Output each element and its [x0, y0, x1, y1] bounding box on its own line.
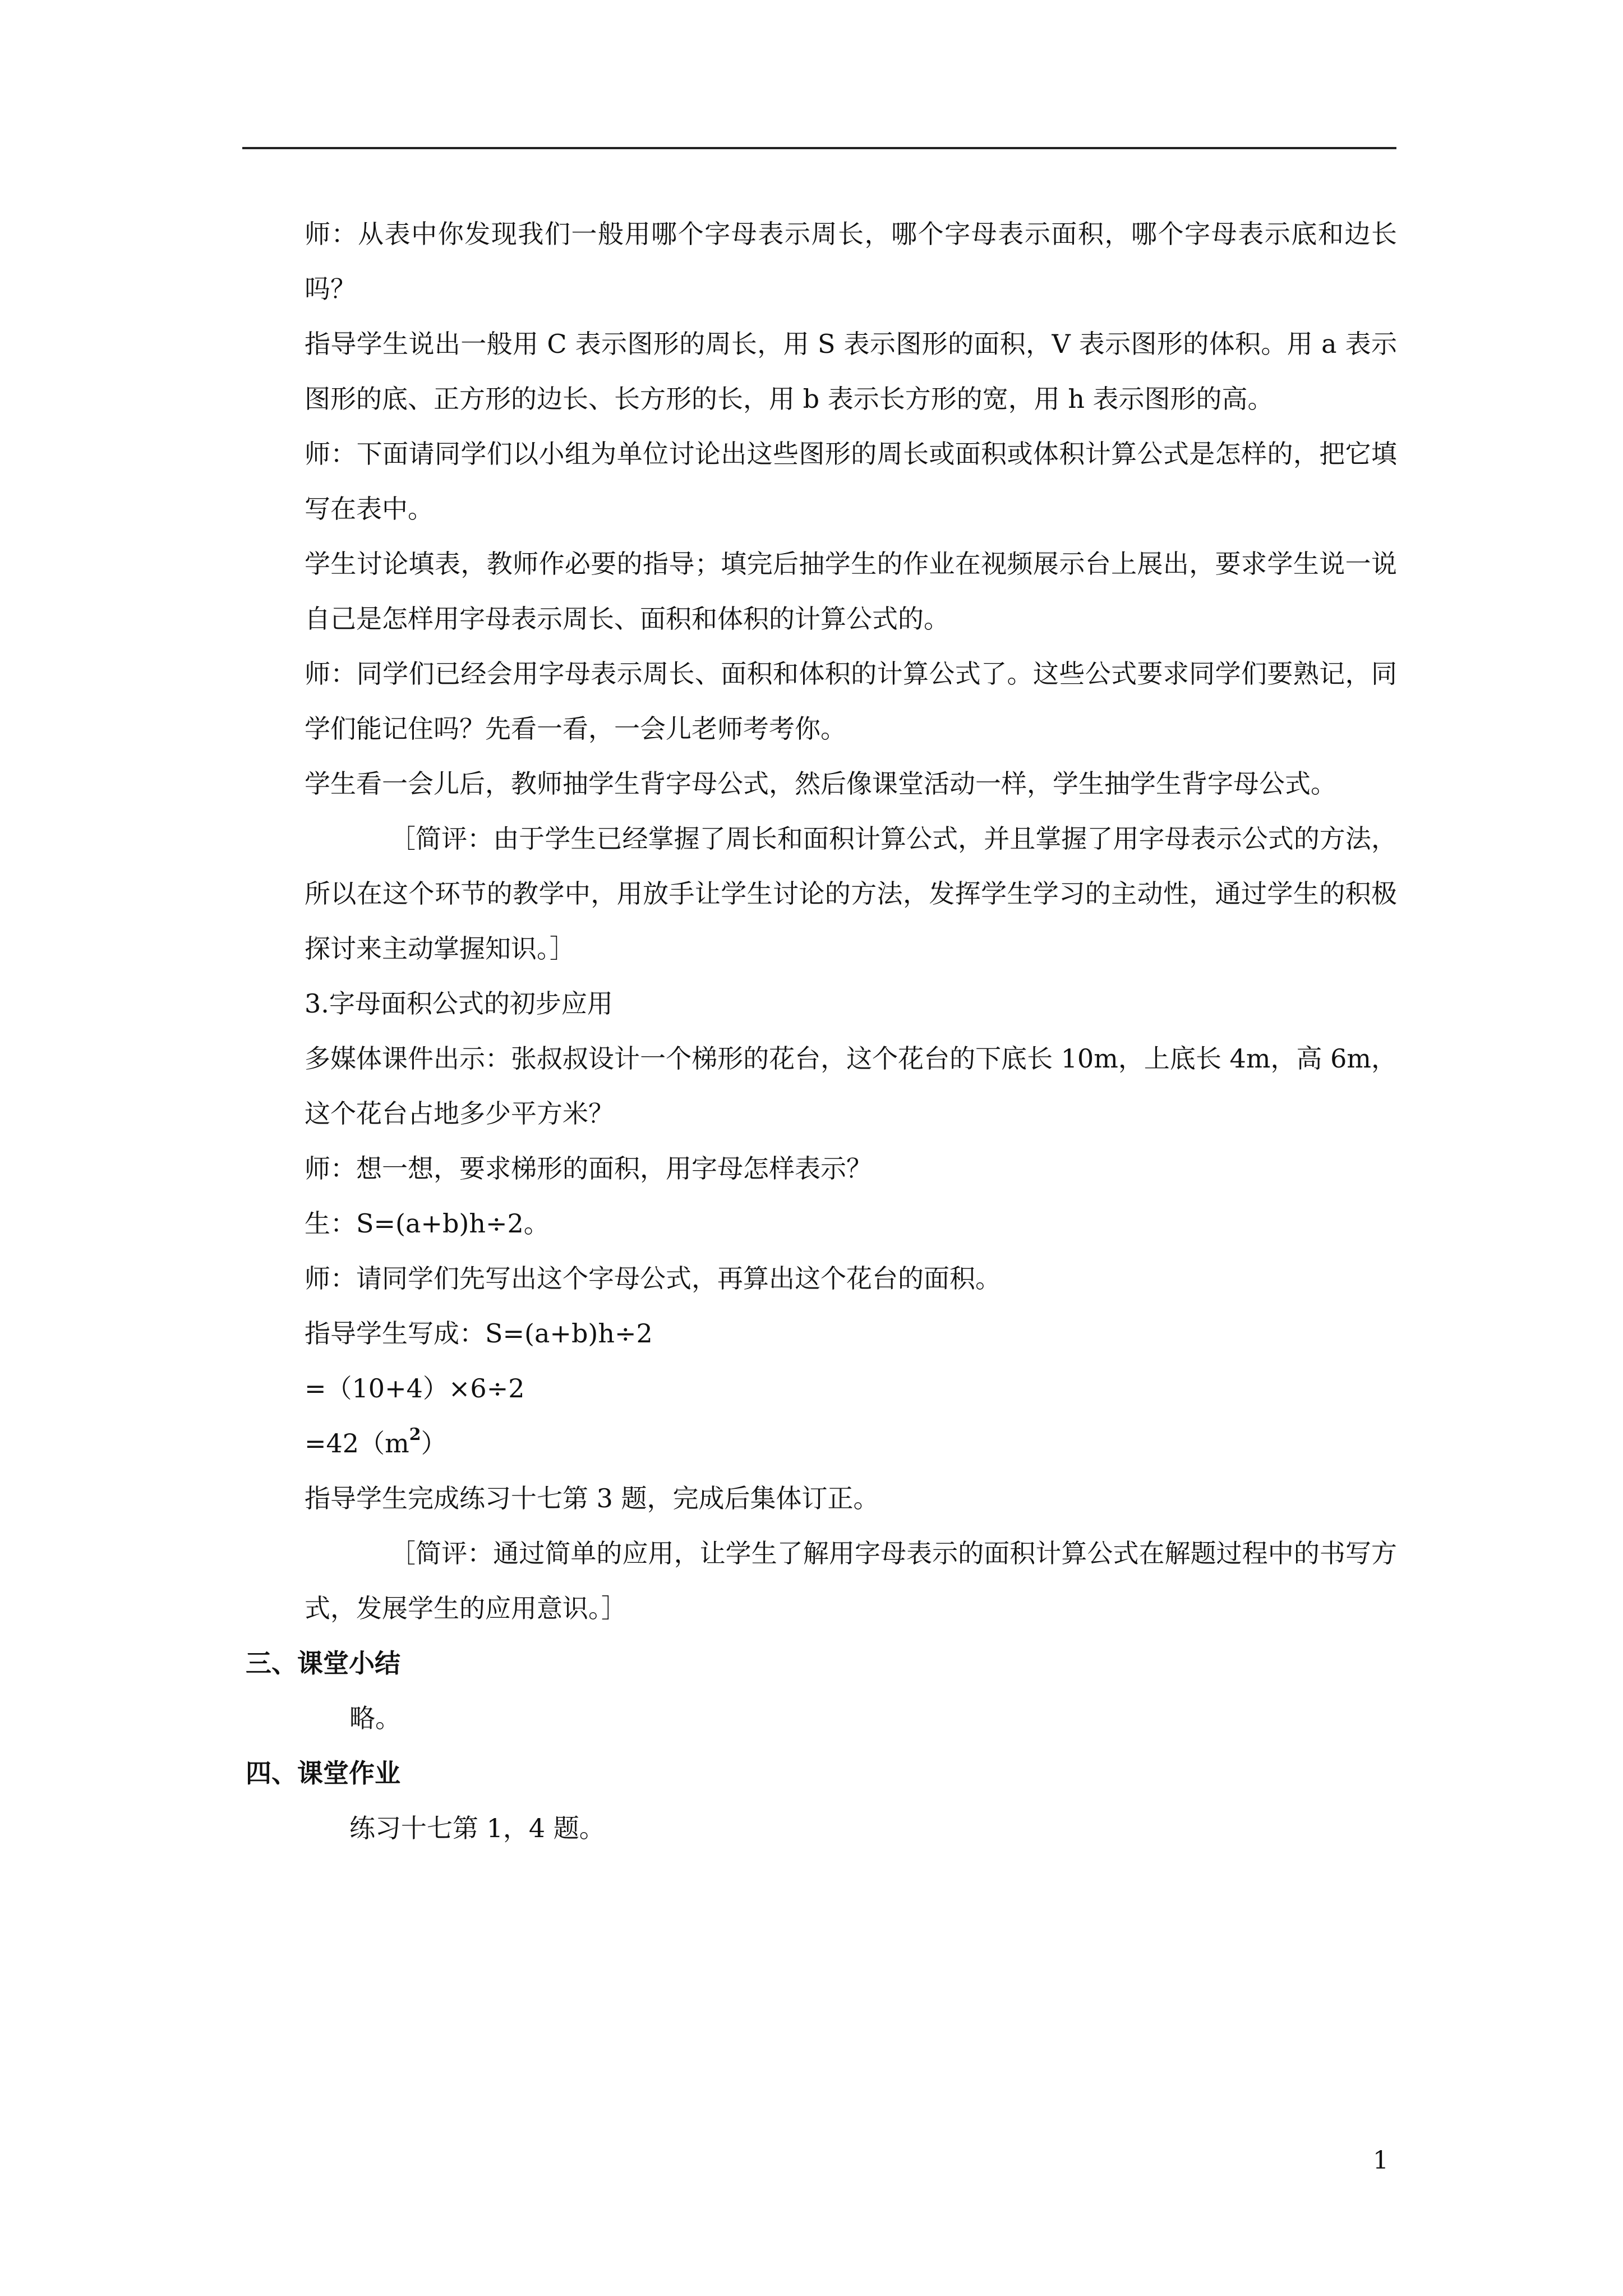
- paragraph: 多媒体课件出示：张叔叔设计一个梯形的花台，这个花台的下底长 10m，上底长 4m，高 6m，这个花台占地多少平方米？: [305, 1043, 1397, 1129]
- section-body-homework: 练习十七第 1，4 题。: [349, 1813, 605, 1843]
- paragraph: 指导学生说出一般用 C 表示图形的周长，用 S 表示图形的面积，V 表示图形的体积。用 a 表示图形的底、正方形的边长、长方形的长，用 b 表示长方形的宽，用 h 表示图形的高。: [305, 329, 1397, 414]
- paragraph: 指导学生完成练习十七第 3 题，完成后集体订正。: [305, 1483, 879, 1513]
- paragraph: 学生讨论填表，教师作必要的指导；填完后抽学生的作业在视频展示台上展出，要求学生说一说自己是怎样用字母表示周长、面积和体积的计算公式的。: [305, 549, 1397, 634]
- paragraph: 师：从表中你发现我们一般用哪个字母表示周长，哪个字母表示面积，哪个字母表示底和边长吗？: [305, 219, 1397, 304]
- paragraph: 师：想一想，要求梯形的面积，用字母怎样表示？: [305, 1153, 872, 1184]
- comment-paragraph: ［简评：由于学生已经掌握了周长和面积计算公式，并且掌握了用字母表示公式的方法，所以在这个环节的教学中，用放手让学生讨论的方法，发挥学生学习的主动性，通过学生的积极探讨来主动掌握知识。］: [305, 823, 1397, 964]
- superscript-two: 2: [409, 1425, 421, 1444]
- comment-paragraph: ［简评：通过简单的应用，让学生了解用字母表示的面积计算公式在解题过程中的书写方式，发展学生的应用意识。］: [305, 1538, 1397, 1623]
- section-body-summary: 略。: [349, 1703, 401, 1733]
- formula-result-line: [305, 1416, 1397, 1471]
- formula-line: 生：S=(a+b)h÷2。: [305, 1208, 550, 1239]
- page-number: 1: [1373, 2146, 1389, 2175]
- subsection-title: 3.字母面积公式的初步应用: [305, 988, 613, 1019]
- formula-line: =（10+4）×6÷2: [305, 1373, 525, 1404]
- page-body: [246, 206, 1397, 1856]
- section-heading-homework: 四、课堂作业: [246, 1758, 400, 1788]
- section-heading-summary: 三、课堂小结: [246, 1648, 400, 1678]
- paragraph: 师：同学们已经会用字母表示周长、面积和体积的计算公式了。这些公式要求同学们要熟记，同学们能记住吗？先看一看，一会儿老师考考你。: [305, 659, 1397, 744]
- paragraph: 学生看一会儿后，教师抽学生背字母公式，然后像课堂活动一样，学生抽学生背字母公式。: [305, 769, 1336, 799]
- paragraph: 师：请同学们先写出这个字母公式，再算出这个花台的面积。: [305, 1263, 1001, 1294]
- formula-result-close: ）: [421, 1428, 447, 1458]
- paragraph: 师：下面请同学们以小组为单位讨论出这些图形的周长或面积或体积计算公式是怎样的，把它填写在表中。: [305, 439, 1397, 524]
- formula-result-text: =42（m: [305, 1428, 409, 1458]
- header-rule: [242, 147, 1396, 149]
- formula-line: 指导学生写成：S=(a+b)h÷2: [305, 1318, 653, 1349]
